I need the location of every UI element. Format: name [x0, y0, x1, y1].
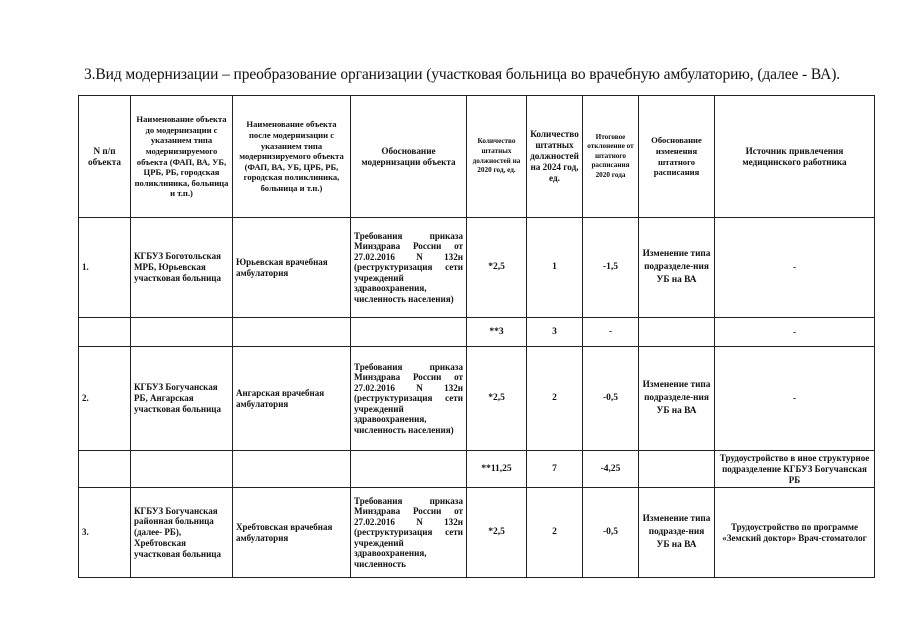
object-before: [131, 318, 233, 347]
object-before: КГБУЗ Боготольская МРБ, Юрьевская участковая больница: [131, 218, 233, 318]
header-q2024: Количество штатных должностей на 2024 год, ед.: [527, 96, 583, 218]
header-after: Наименование объекта после модернизации с указанием типа модернизируемого объекта (ФАП, ВА, УБ, ЦРБ, РБ, городская поликлиника, больница и т.п.): [233, 96, 351, 218]
row-num: [79, 451, 131, 488]
change-reason: [639, 318, 715, 347]
worker-source: -: [715, 347, 875, 451]
object-before: [131, 451, 233, 488]
worker-source: Трудоустройство в иное структурное подразделение КГБУЗ Богучанская РБ: [715, 451, 875, 488]
row-num: 1.: [79, 218, 131, 318]
modernization-basis: Требования приказа Минздрава России от 27.02.2016 N 132н (реструктуризация сети учреждений здравоохранения, численность населения): [351, 347, 467, 451]
header-row: [79, 96, 875, 218]
staff-2024: 1: [527, 218, 583, 318]
modernization-basis: Требования приказа Минздрава России от 27.02.2016 N 132н (реструктуризация сети учреждений здравоохранения, численность населения): [351, 218, 467, 318]
object-after: Ангарская врачебная амбулатория: [233, 347, 351, 451]
modernization-basis: [351, 318, 467, 347]
modernization-basis: Требования приказа Минздрава России от 27.02.2016 N 132н (реструктуризация сети учреждений здравоохранения, численность: [351, 488, 467, 578]
object-before: КГБУЗ Богучанская РБ, Ангарская участковая больница: [131, 347, 233, 451]
staff-2024: 2: [527, 488, 583, 578]
change-reason: Изменение типа подразделе-ния УБ на ВА: [639, 347, 715, 451]
staff-2020: **11,25: [467, 451, 527, 488]
change-reason: Изменение типа подразделе-ния УБ на ВА: [639, 218, 715, 318]
object-after: [233, 451, 351, 488]
table-row: [79, 488, 875, 578]
section-heading: 3.Вид модернизации – преобразование организации (участковая больница во врачебную амбулаторию, (далее - ВА).: [84, 66, 841, 83]
object-after: Юрьевская врачебная амбулатория: [233, 218, 351, 318]
modernization-basis: [351, 451, 467, 488]
header-basis: Обоснование модернизации объекта: [351, 96, 467, 218]
change-reason: Изменение типа подразде-ния УБ на ВА: [639, 488, 715, 578]
row-num: [79, 318, 131, 347]
header-source: Источник привлечения медицинского работника: [715, 96, 875, 218]
staff-deviation: -1,5: [583, 218, 639, 318]
header-before: Наименование объекта до модернизации с указанием типа модернизируемого объекта (ФАП, ВА, УБ, ЦРБ, РБ, городская поликлиника, больница и т.п.): [131, 96, 233, 218]
staff-deviation: -4,25: [583, 451, 639, 488]
staff-2020: **3: [467, 318, 527, 347]
table-row: [79, 218, 875, 318]
staff-deviation: -: [583, 318, 639, 347]
table-row: [79, 347, 875, 451]
staff-2020: *2,5: [467, 218, 527, 318]
staff-2024: 3: [527, 318, 583, 347]
worker-source: Трудоустройство по программе «Земский доктор» Врач-стоматолог: [715, 488, 875, 578]
row-num: 3.: [79, 488, 131, 578]
modernization-table: [78, 95, 875, 578]
header-num: N п/п объекта: [79, 96, 131, 218]
change-reason: [639, 451, 715, 488]
row-num: 2.: [79, 347, 131, 451]
worker-source: -: [715, 318, 875, 347]
header-deviation: Итоговое отклонение от штатного расписания 2020 года: [583, 96, 639, 218]
header-q2020: Количество штатных должностей на 2020 год, ед.: [467, 96, 527, 218]
staff-2024: 2: [527, 347, 583, 451]
header-reason: Обоснование изменения штатного расписания: [639, 96, 715, 218]
staff-2024: 7: [527, 451, 583, 488]
object-after: [233, 318, 351, 347]
object-after: Хребтовская врачебная амбулатория: [233, 488, 351, 578]
staff-deviation: -0,5: [583, 347, 639, 451]
object-before: КГБУЗ Богучанская районная больница (далее- РБ), Хребтовская участковая больница: [131, 488, 233, 578]
table-row: [79, 318, 875, 347]
staff-2020: *2,5: [467, 488, 527, 578]
staff-2020: *2,5: [467, 347, 527, 451]
table-row: [79, 451, 875, 488]
worker-source: -: [715, 218, 875, 318]
staff-deviation: -0,5: [583, 488, 639, 578]
